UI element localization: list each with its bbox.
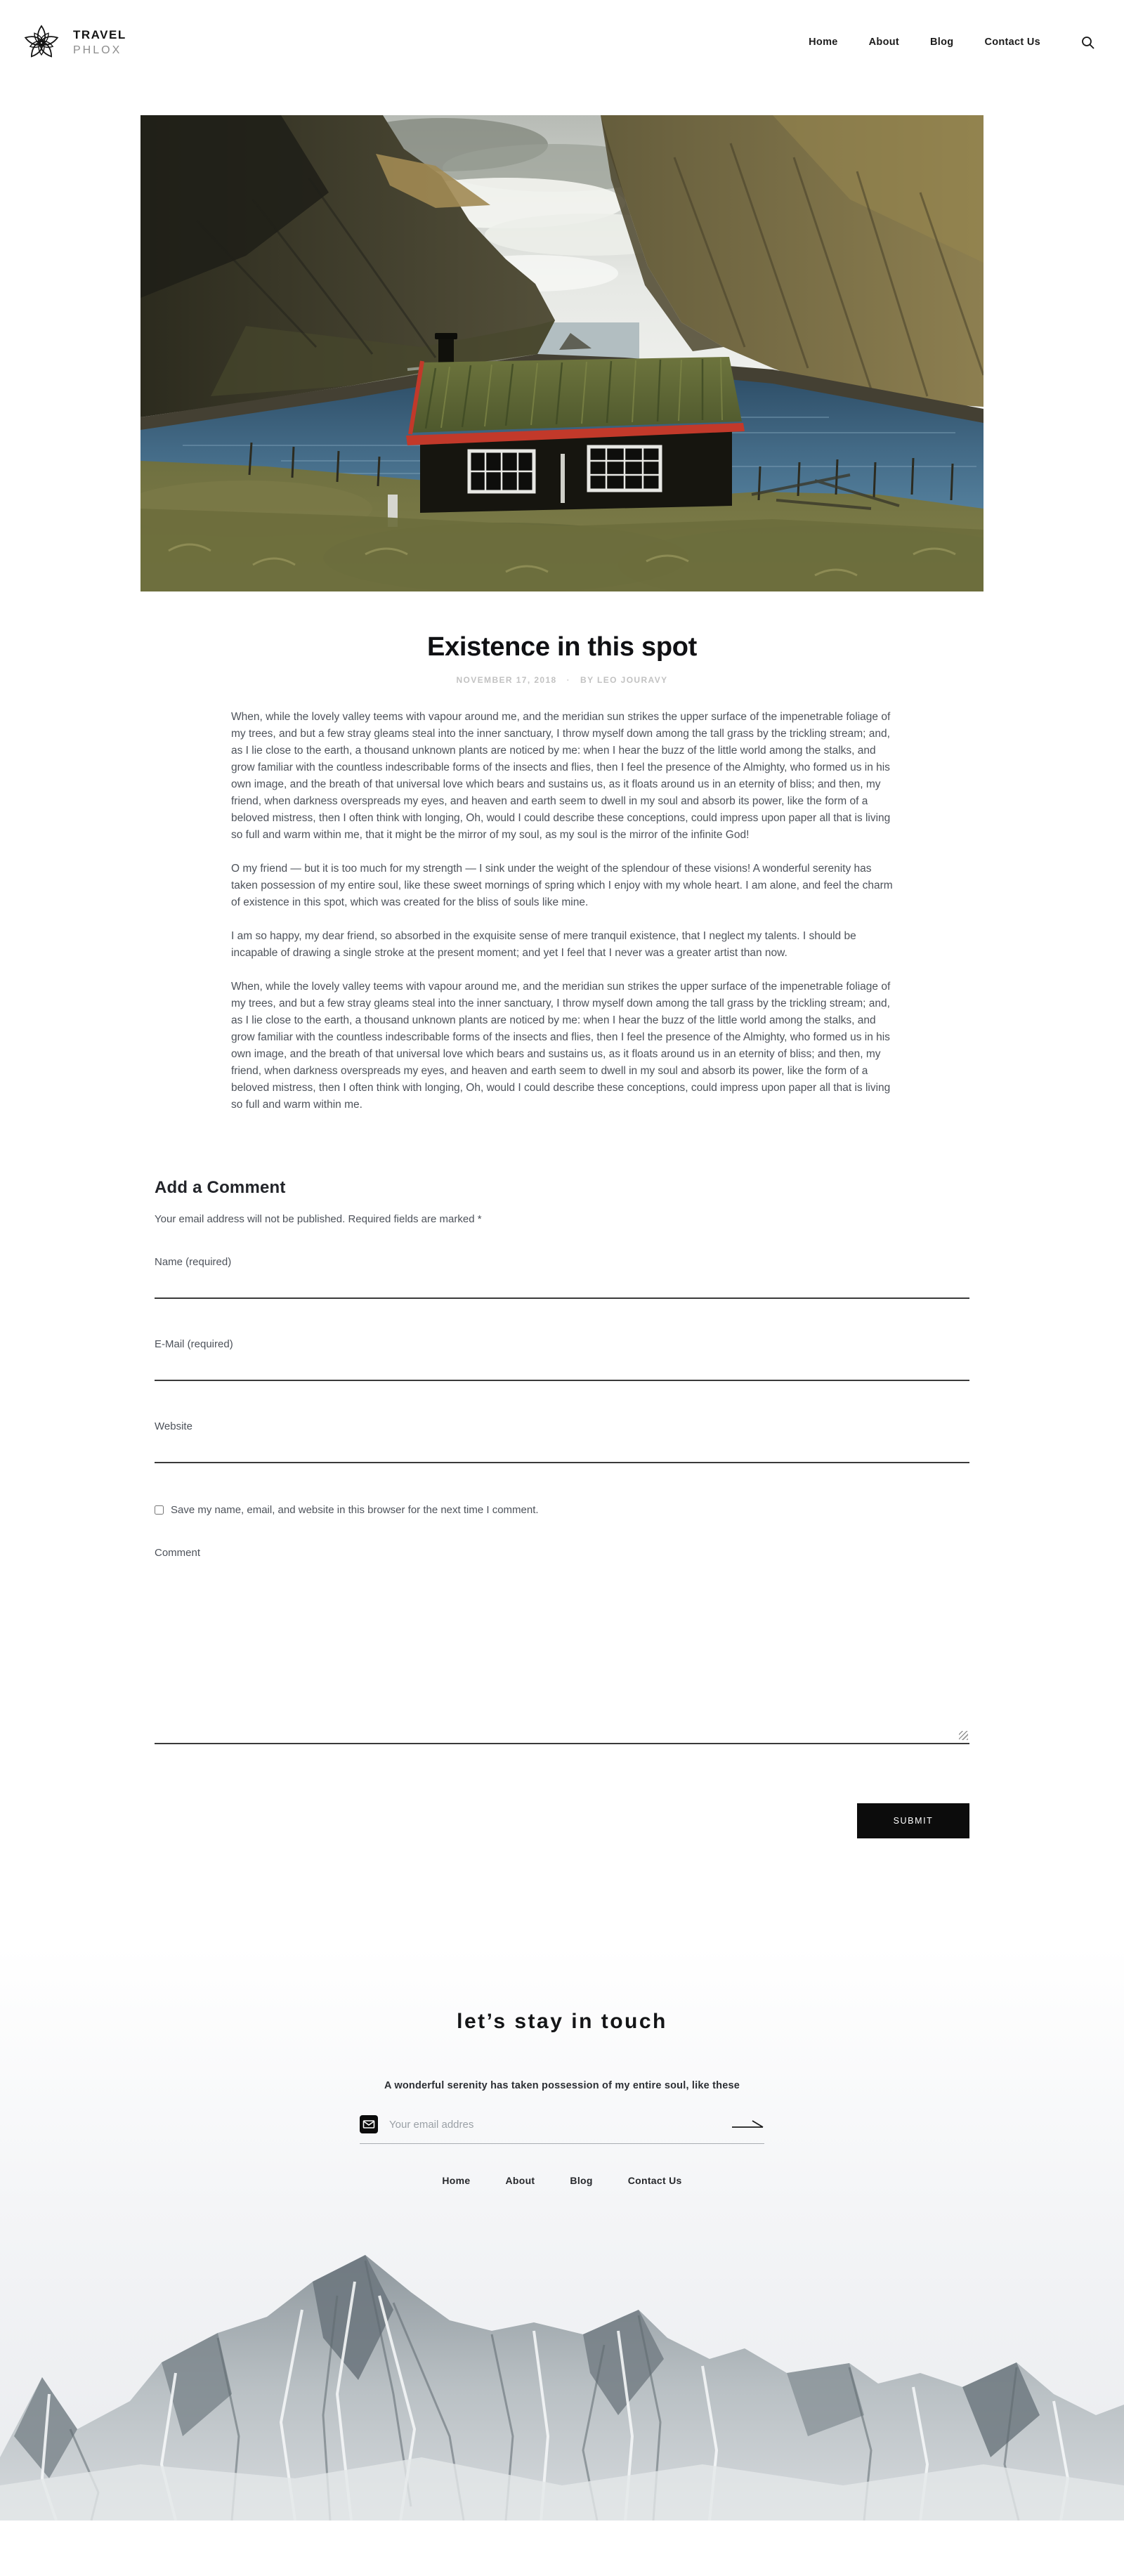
post-header <box>0 632 1124 685</box>
name-field-group <box>155 1256 969 1299</box>
post-author: BY LEO JOURAVY <box>580 675 668 685</box>
post-date: NOVEMBER 17, 2018 <box>456 675 557 685</box>
website-label: Website <box>155 1420 192 1432</box>
footer-nav-blog[interactable]: Blog <box>570 2175 593 2186</box>
fjord-cabin-illustration <box>140 115 984 591</box>
main-nav <box>809 36 1094 49</box>
comments-heading: Add a Comment <box>155 1178 286 1197</box>
page-title: Existence in this spot <box>426 632 698 662</box>
brand[interactable] <box>21 22 126 63</box>
site-header <box>0 0 1124 84</box>
save-info-label: Save my name, email, and website in this browser for the next time I comment. <box>171 1504 539 1516</box>
comment-label: Comment <box>155 1547 201 1559</box>
brand-name: TRAVEL <box>73 27 126 41</box>
name-label: Name (required) <box>155 1256 232 1268</box>
footer-nav-home[interactable]: Home <box>442 2175 471 2186</box>
snowy-mountains-illustration <box>0 2254 1124 2521</box>
envelope-icon <box>360 2115 378 2133</box>
post-content <box>231 709 893 1113</box>
newsletter-email-input[interactable] <box>389 2119 719 2131</box>
save-info-checkbox[interactable] <box>155 1505 164 1515</box>
footer-nav <box>0 2175 1124 2186</box>
submit-row <box>155 1803 969 1838</box>
brand-logo-icon <box>21 22 62 63</box>
post-paragraph: I am so happy, my dear friend, so absorbed in the exquisite sense of mere tranquil existence, that I neglect my talents. I should be incapable of drawing a single stroke at the present moment; and yet I feel that I never was a greater artist than now. <box>231 930 856 959</box>
newsletter-submit-arrow-icon[interactable] <box>731 2117 764 2131</box>
comment-textarea-wrap <box>155 1569 969 1744</box>
footer-heading: let’s stay in touch <box>457 2010 667 2033</box>
post-meta <box>0 675 1124 685</box>
comment-section <box>155 1178 969 1838</box>
nav-item-about[interactable]: About <box>868 37 900 48</box>
post-paragraph: When, while the lovely valley teems with vapour around me, and the meridian sun strikes the upper surface of the impenetrable foliage of my trees, and but a few stray gleams steal into the inner sanctuary, I throw myself down among the tall grass by the trickling stream; and, as I lie close to the earth, a thousand unknown plants are noticed by me: when I hear the buzz of the little world among the stalks, and grow familiar with the countless indescribable forms of the insects and flies, then I feel the presence of the Almighty, who formed us in his own image, and the breath of that universal love which bears and sustains us, as it floats around us in an eternity of bliss; and then, my friend, when darkness overspreads my eyes, and heaven and earth seem to dwell in my soul and absorb its power, like the form of a beloved mistress, then I often think with longing, Oh, would I could describe these conceptions, could impress upon paper all that is living so full and warm within me, that it might be the mirror of my soul, as my soul is the mirror of the infinite God! <box>231 711 891 841</box>
post-paragraph: O my friend — but it is too much for my strength — I sink under the weight of the splendour of these visions! A wonderful serenity has taken possession of my entire soul, like these sweet mornings of spring which I enjoy with my whole heart. I am alone, and feel the charm of existence in this spot, which was created for the bliss of souls like mine. <box>231 863 893 908</box>
nav-item-home[interactable]: Home <box>809 37 838 48</box>
post-featured-image <box>140 115 984 591</box>
nav-item-contact-us[interactable]: Contact Us <box>984 37 1040 48</box>
brand-subname: PHLOX <box>73 44 122 56</box>
search-icon[interactable] <box>1081 36 1094 49</box>
email-label: E-Mail (required) <box>155 1338 233 1350</box>
comment-textarea[interactable] <box>155 1569 969 1744</box>
meta-separator: · <box>566 675 571 685</box>
email-input[interactable] <box>155 1350 969 1381</box>
newsletter-form <box>360 2115 764 2144</box>
footer-nav-contact-us[interactable]: Contact Us <box>627 2175 682 2186</box>
nav-item-blog[interactable]: Blog <box>930 37 954 48</box>
save-info-row <box>155 1504 969 1516</box>
email-field-group <box>155 1338 969 1381</box>
name-input[interactable] <box>155 1268 969 1299</box>
comments-note: Your email address will not be published. Required fields are marked * <box>155 1213 482 1225</box>
site-footer <box>0 1945 1124 2521</box>
footer-subtitle: A wonderful serenity has taken possession of my entire soul, like these <box>384 2080 740 2091</box>
post-paragraph: When, while the lovely valley teems with vapour around me, and the meridian sun strikes the upper surface of the impenetrable foliage of my trees, and but a few stray gleams steal into the inner sanctuary, I throw myself down among the tall grass by the trickling stream; and, as I lie close to the earth, a thousand unknown plants are noticed by me: when I hear the buzz of the little world among the stalks, and grow familiar with the countless indescribable forms of the insects and flies, then I feel the presence of the Almighty, who formed us in his own image, and the breath of that universal love which bears and sustains us, as it floats around us in an eternity of bliss; and then, my friend, when darkness overspreads my eyes, and heaven and earth seem to dwell in my soul and absorb its power, like the form of a beloved mistress, then I often think with longing, Oh, would I could describe these conceptions, could impress upon paper all that is living so full and warm within me. <box>231 981 891 1111</box>
website-field-group <box>155 1420 969 1463</box>
submit-button[interactable]: SUBMIT <box>857 1803 969 1838</box>
resize-handle-icon[interactable] <box>959 1731 968 1740</box>
footer-nav-about[interactable]: About <box>505 2175 535 2186</box>
website-input[interactable] <box>155 1432 969 1463</box>
